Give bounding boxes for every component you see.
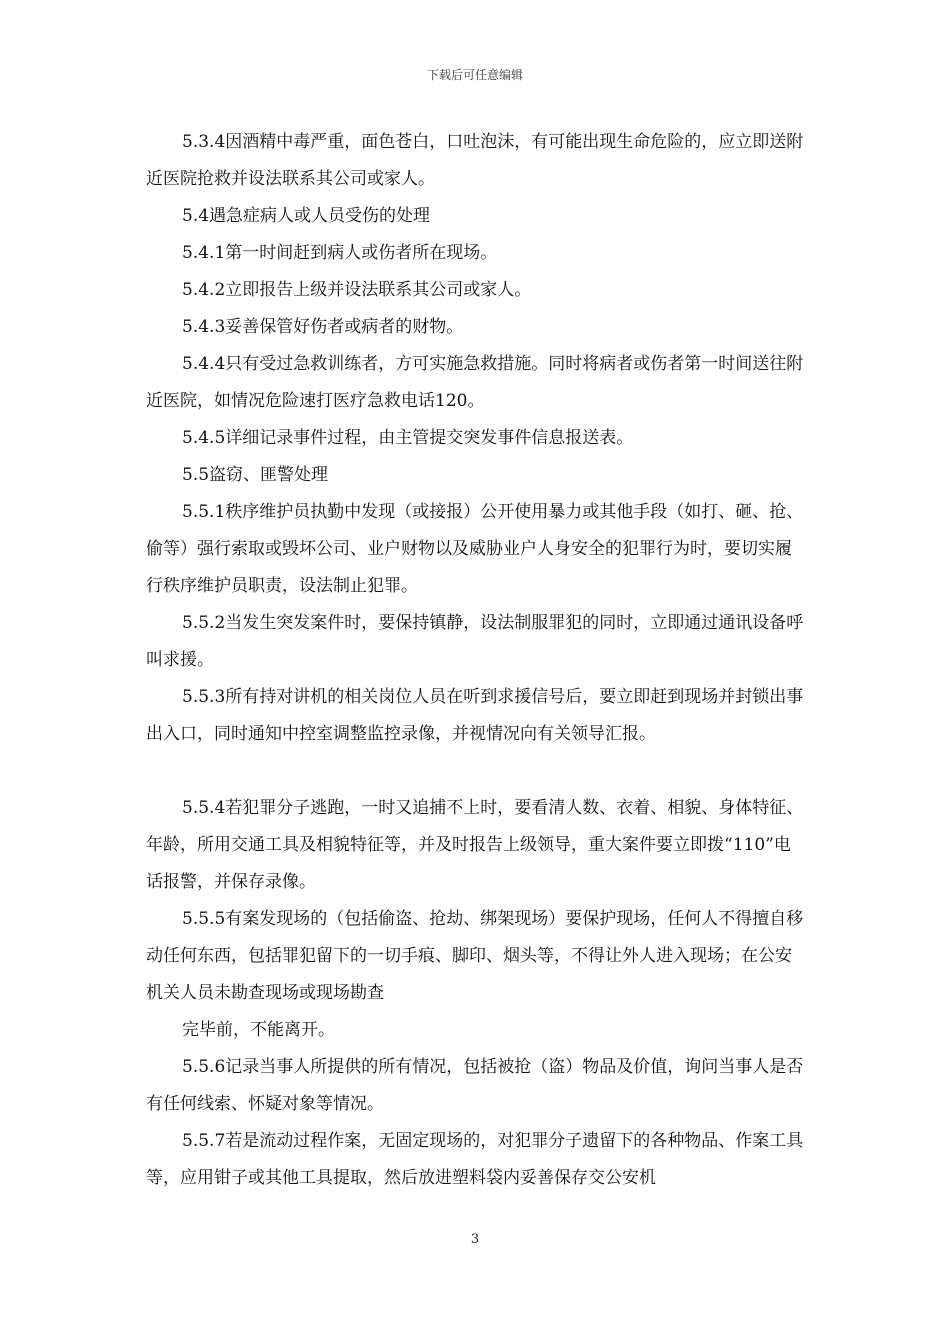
page-number: 3 (470, 1232, 480, 1247)
paragraph-5-4-1: 5.4.1第一时间赶到病人或伤者所在现场。 (182, 243, 498, 263)
paragraph-5-5-5: 5.5.5有案发现场的（包括偷盗、抢劫、绑架现场）要保护现场，任何人不得擅自移动任何东西，包括罪犯留下的一切手痕、脚印、烟头等，不得让外人进入现场；在公安机关人员未勘查现场或现场勘查 (146, 909, 804, 1003)
paragraph-5-4-4: 5.4.4只有受过急救训练者，方可实施急救措施。同时将病者或伤者第一时间送往附近医院，如情况危险速打医疗急救电话120。 (146, 354, 804, 411)
heading-5-4: 5.4遇急症病人或人员受伤的处理 (182, 206, 431, 226)
paragraph-5-5-7: 5.5.7若是流动过程作案，无固定现场的，对犯罪分子遗留下的各种物品、作案工具等，应用钳子或其他工具提取，然后放进塑料袋内妥善保存交公安机 (146, 1131, 804, 1188)
paragraph-5-3-4: 5.3.4因酒精中毒严重，面色苍白，口吐泡沫，有可能出现生命危险的，应立即送附近医院抢救并设法联系其公司或家人。 (146, 132, 804, 189)
paragraph-5-4-5: 5.4.5详细记录事件过程，由主管提交突发事件信息报送表。 (182, 428, 634, 448)
paragraph-5-5-2: 5.5.2当发生突发案件时，要保持镇静，设法制服罪犯的同时，立即通过通讯设备呼叫求援。 (146, 613, 804, 670)
document-body (146, 124, 806, 1197)
paragraph-5-4-3: 5.4.3妥善保管好伤者或病者的财物。 (182, 317, 464, 337)
paragraph-5-5-6: 5.5.6记录当事人所提供的所有情况，包括被抢（盗）物品及价值，询问当事人是否有任何线索、怀疑对象等情况。 (146, 1057, 804, 1114)
heading-5-5: 5.5盗窃、匪警处理 (182, 465, 329, 485)
paragraph-5-5-1: 5.5.1秩序维护员执勤中发现（或接报）公开使用暴力或其他手段（如打、砸、抢、偷等）强行索取或毁坏公司、业户财物以及威胁业户人身安全的犯罪行为时，要切实履行秩序维护员职责，设法制止犯罪。 (146, 502, 804, 596)
paragraph-5-5-4: 5.5.4若犯罪分子逃跑，一时又追捕不上时，要看清人数、衣着、相貌、身体特征、年龄，所用交通工具及相貌特征等，并及时报告上级领导，重大案件要立即拨“110”电话报警，并保存录像。 (146, 798, 804, 892)
paragraph-5-5-3: 5.5.3所有持对讲机的相关岗位人员在听到求援信号后，要立即赶到现场并封锁出事出入口，同时通知中控室调整监控录像，并视情况向有关领导汇报。 (146, 687, 804, 744)
paragraph-5-5-5-continued: 完毕前，不能离开。 (182, 1020, 335, 1040)
paragraph-5-4-2: 5.4.2立即报告上级并设法联系其公司或家人。 (182, 280, 532, 300)
page-header: 下载后可任意编辑 (426, 68, 523, 82)
